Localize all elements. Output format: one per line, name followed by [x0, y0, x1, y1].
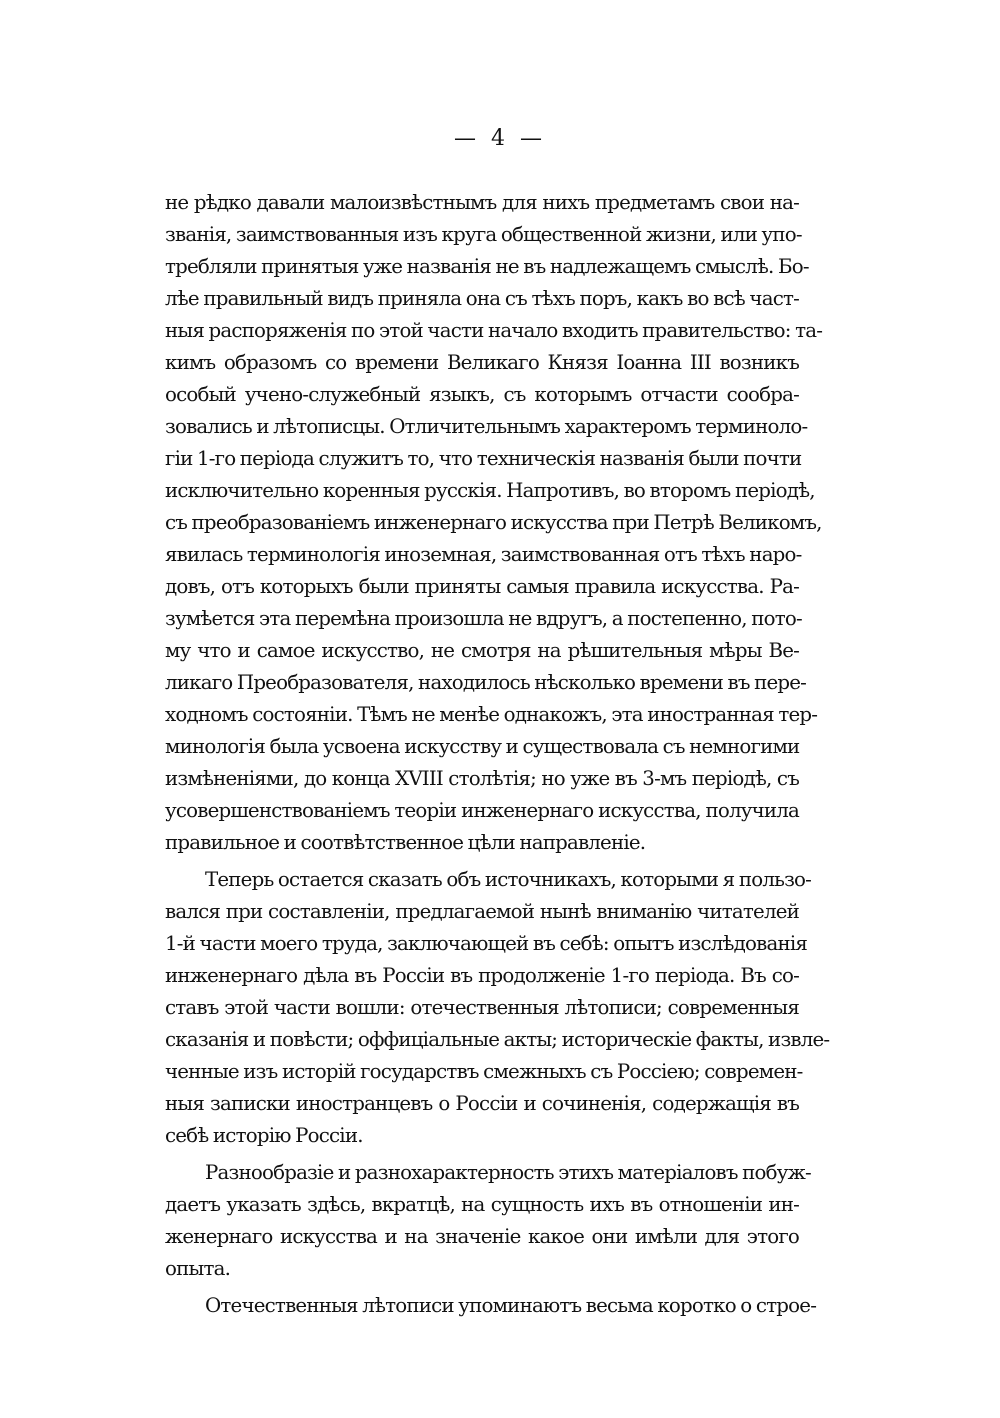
- text-line: явилась терминологія иноземная, заимствованная отъ тѣхъ наро-: [165, 543, 802, 566]
- text-line: себѣ исторію Россіи.: [165, 1124, 363, 1147]
- text-line: особый учено-служебный языкъ, съ которымъ отчасти сообра-: [165, 383, 799, 406]
- text-line: зовались и лѣтописцы. Отличительнымъ характеромъ терминоло-: [165, 415, 808, 438]
- text-line: Теперь остается сказать объ источникахъ, которыми я пользо-: [205, 868, 812, 891]
- text-line: ставъ этой части вошли: отечественныя лѣтописи; современныя: [165, 996, 799, 1019]
- text-line: не рѣдко давали малоизвѣстнымъ для нихъ предметамъ свои на-: [165, 191, 799, 214]
- text-line: сказанія и повѣсти; оффиціальные акты; историческіе факты, извле-: [165, 1028, 830, 1051]
- paragraph-3: [165, 1157, 811, 1285]
- paragraph-2: [165, 864, 830, 1152]
- text-line: ныя записки иностранцевъ о Россіи и сочиненія, содержащія въ: [165, 1092, 799, 1115]
- text-line: правильное и соотвѣтственное цѣли направленіе.: [165, 831, 646, 854]
- text-line: опыта.: [165, 1257, 231, 1280]
- text-line: съ преобразованіемъ инженернаго искусства при Петрѣ Великомъ,: [165, 511, 822, 534]
- text-line: ченные изъ исторій государствъ смежныхъ съ Россіею; современ-: [165, 1060, 803, 1083]
- text-line: даетъ указать здѣсь, вкратцѣ, на сущность ихъ въ отношеніи ин-: [165, 1193, 799, 1216]
- text-line: женернаго искусства и на значеніе какое они имѣли для этого: [165, 1225, 799, 1248]
- text-line: кимъ образомъ со времени Великаго Князя Іоанна III возникъ: [165, 351, 799, 374]
- text-line: зумѣется эта перемѣна произошла не вдругъ, а постепенно, пото-: [165, 607, 802, 630]
- text-line: ликаго Преобразователя, находилось нѣсколько времени въ пере-: [165, 671, 807, 694]
- text-line: Отечественныя лѣтописи упоминаютъ весьма коротко о строе-: [205, 1294, 817, 1317]
- text-line: гіи 1-го періода служитъ то, что техническія названія были почти: [165, 447, 802, 470]
- text-line: инженернаго дѣла въ Россіи въ продолженіе 1-го періода. Въ со-: [165, 964, 799, 987]
- paragraph-1: [165, 187, 823, 859]
- text-line: исключительно коренныя русскія. Напротивъ, во второмъ періодѣ,: [165, 479, 815, 502]
- text-line: ныя распоряженія по этой части начало входить правительство: та-: [165, 319, 823, 342]
- text-line: измѣненіями, до конца XVIII столѣтія; но уже въ 3-мъ періодѣ, съ: [165, 767, 799, 790]
- text-line: требляли принятыя уже названія не въ надлежащемъ смыслѣ. Бо-: [165, 255, 809, 278]
- text-line: званія, заимствованныя изъ круга общественной жизни, или упо-: [165, 223, 802, 246]
- text-line: лѣе правильный видъ приняла она съ тѣхъ поръ, какъ во всѣ част-: [165, 287, 799, 310]
- text-line: довъ, отъ которыхъ были приняты самыя правила искусства. Ра-: [165, 575, 799, 598]
- text-line: усовершенствованіемъ теоріи инженернаго искусства, получила: [165, 799, 799, 822]
- text-line: Разнообразіе и разнохарактерность этихъ матеріаловъ побуж-: [205, 1161, 811, 1184]
- page-number: — 4 —: [454, 126, 546, 151]
- document-body: [165, 187, 830, 1322]
- text-line: вался при составленіи, предлагаемой нынѣ вниманію читателей: [165, 900, 799, 923]
- text-line: 1-й части моего труда, заключающей въ себѣ: опытъ изслѣдованія: [165, 932, 808, 955]
- paragraph-4: [165, 1290, 817, 1322]
- text-line: му что и самое искусство, не смотря на рѣшительныя мѣры Ве-: [165, 639, 799, 662]
- text-line: ходномъ состояніи. Тѣмъ не менѣе однакожъ, эта иностранная тер-: [165, 703, 818, 726]
- text-line: минологія была усвоена искусству и существовала съ немногими: [165, 735, 800, 758]
